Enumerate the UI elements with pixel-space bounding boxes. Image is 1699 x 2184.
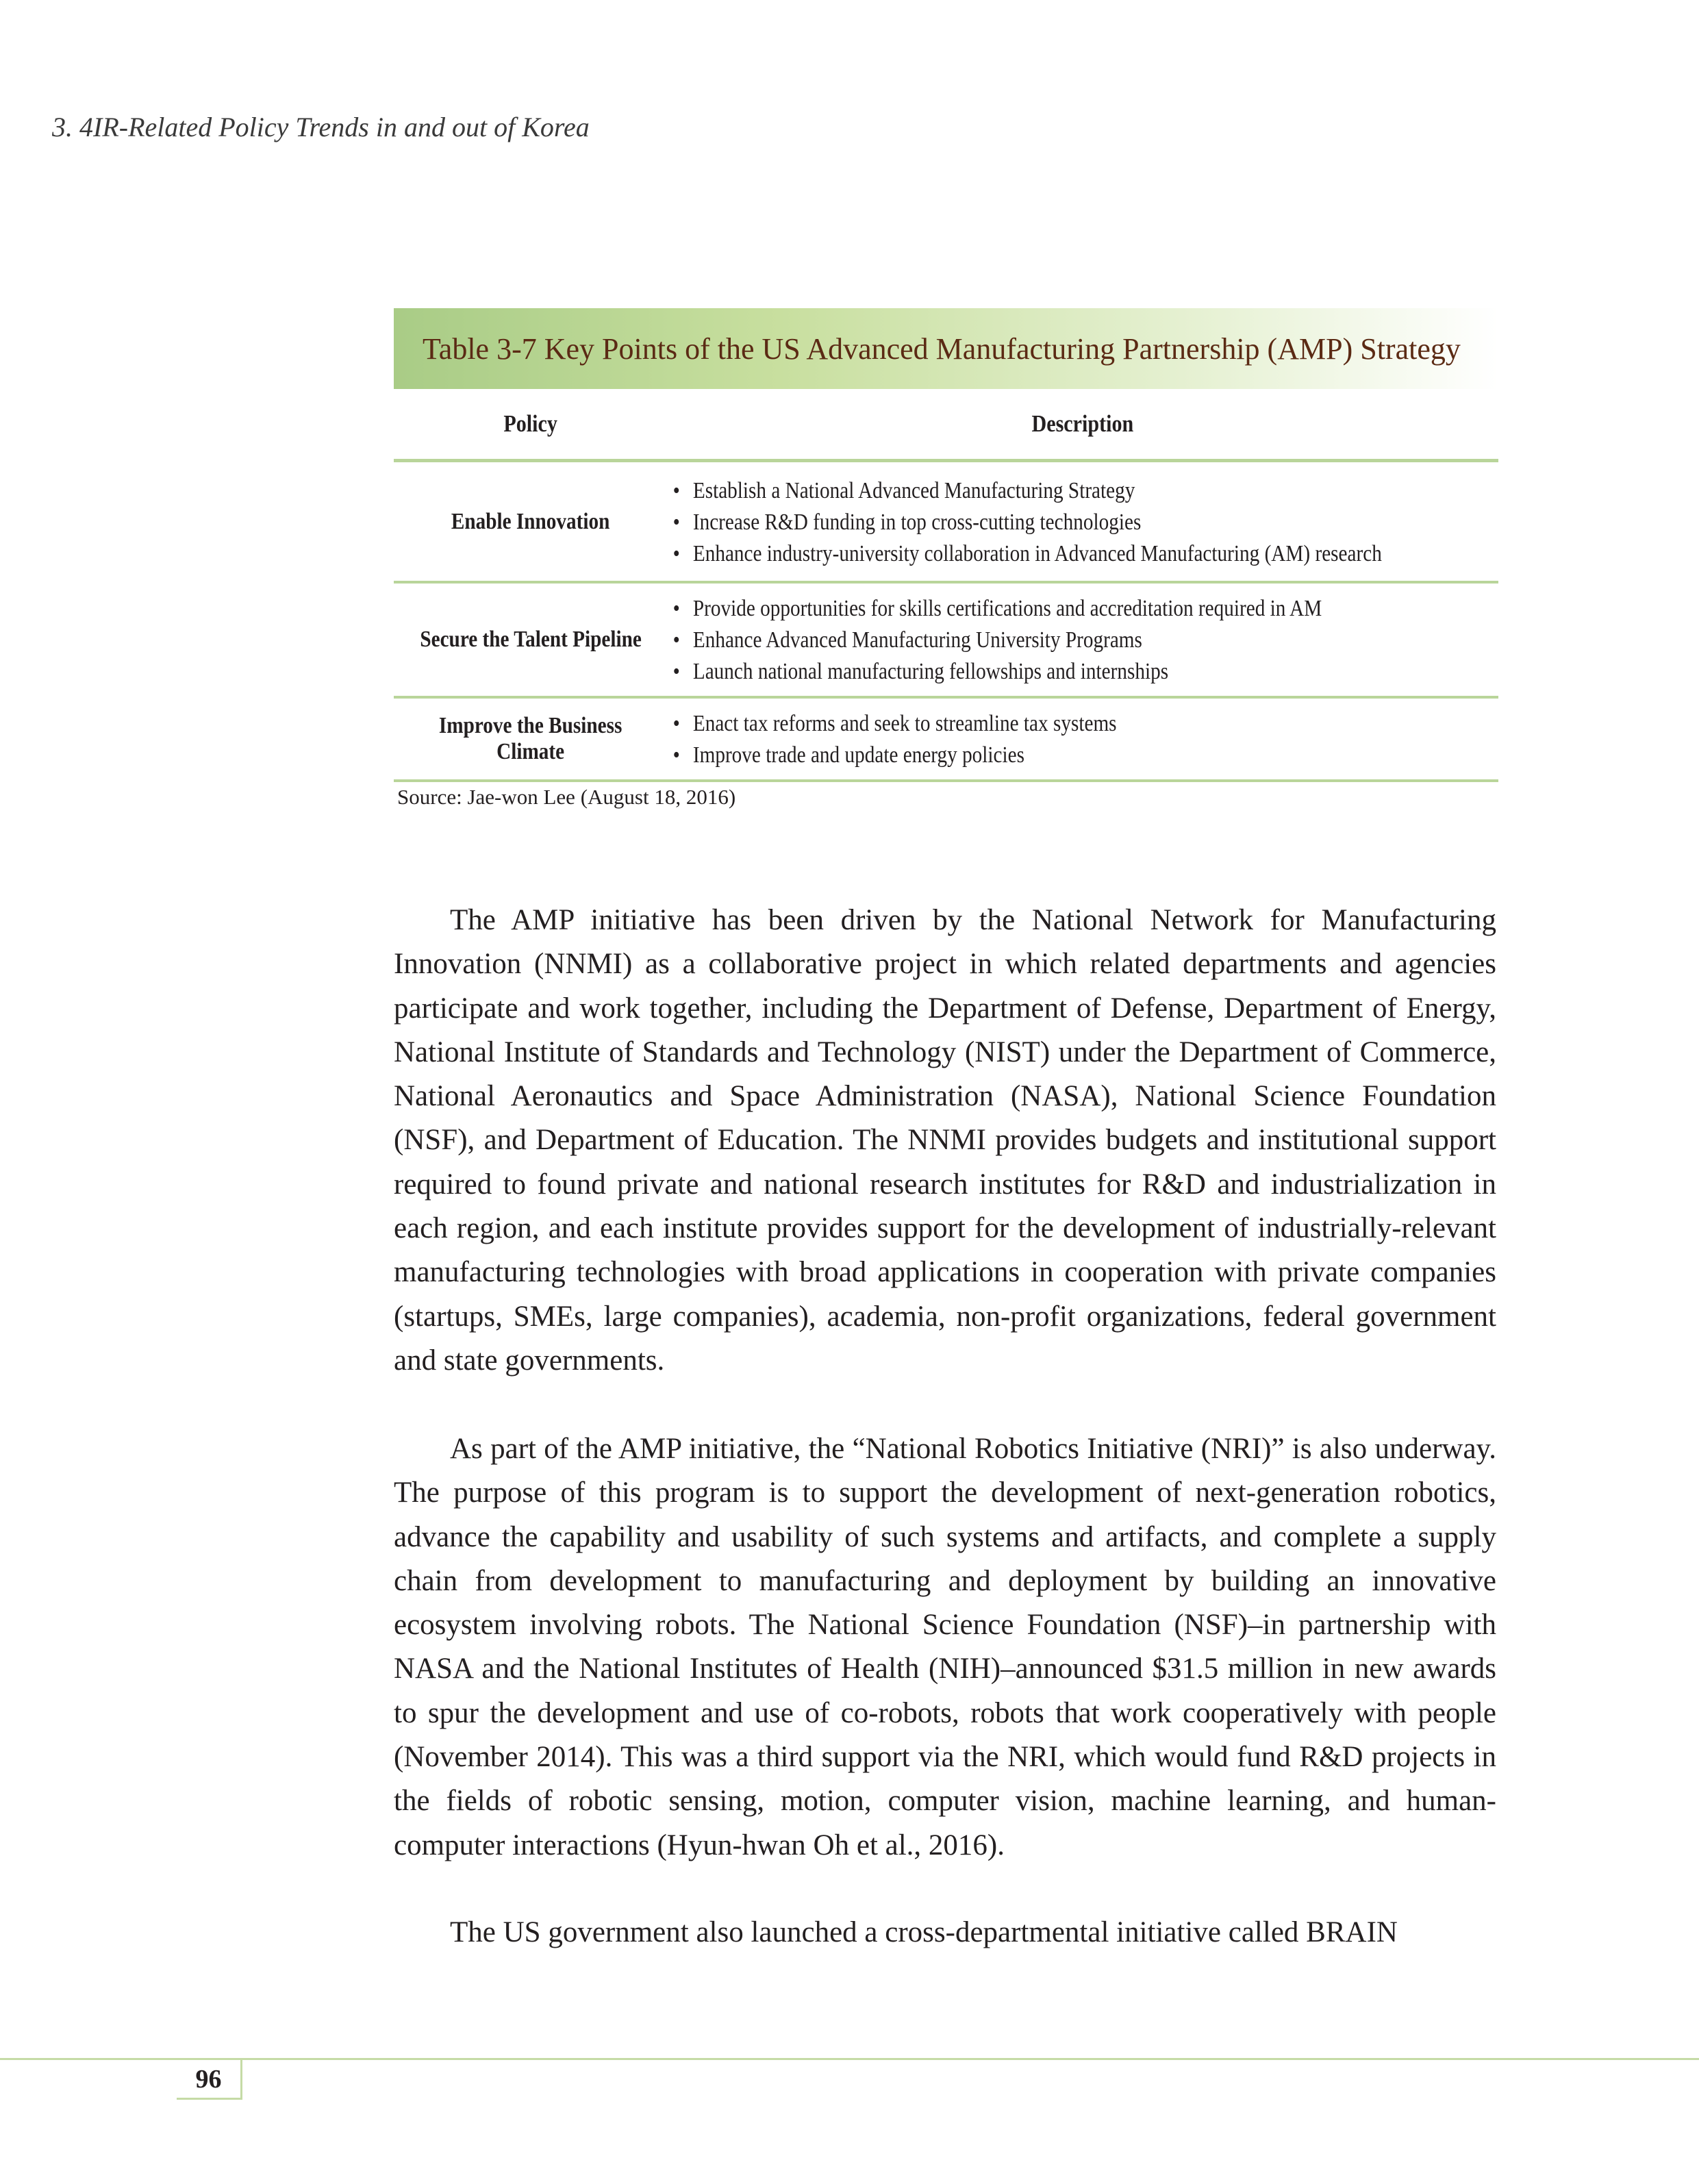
footer-divider [0,2058,1699,2060]
table-row [394,697,1498,781]
description-list [667,475,1498,570]
list-item: • Establish a National Advanced Manufacturing Strategy [667,475,1382,507]
column-header-description: Description [725,389,1440,461]
amp-strategy-table-block [394,308,1498,782]
running-header: 3. 4IR-Related Policy Trends in and out of Korea [52,112,590,142]
description-cell [667,461,1498,583]
list-item: • Enhance industry-university collaboration in Advanced Manufacturing (AM) research [667,538,1382,570]
policy-label: Secure the Talent Pipeline [419,627,642,652]
description-list [667,708,1498,771]
list-item: • Increase R&D funding in top cross-cutting technologies [667,507,1382,538]
list-item: • Improve trade and update energy policies [667,740,1382,771]
paragraph-text: The US government also launched a cross-departmental initiative called BRAIN [450,1916,1398,1948]
table-caption: Table 3-7 Key Points of the US Advanced Manufacturing Partnership (AMP) Strategy [394,308,1498,389]
body-paragraph [394,899,1496,1383]
list-item: • Provide opportunities for skills certifications and accreditation required in AM [667,593,1382,625]
policy-cell [394,461,667,583]
list-item: • Launch national manufacturing fellowships and internships [667,656,1382,688]
policy-label: Enable Innovation [451,508,610,534]
description-cell [667,582,1498,697]
paragraph-text: As part of the AMP initiative, the “National Robotics Initiative (NRI)” is also underway. The purpose of this program is to support the development of next-generation robotics, advance the capability and usability of such systems and artifacts, and complete a supply chain from development to manufacturing and deployment by building an innovative ecosystem involving robots. The National Science Foundation (NSF)–in partnership with NASA and the National Institutes of Health (NIH)–announced $31.5 million in new awards to spur the development and use of co-robots, robots that work cooperatively with people (November 2014). This was a third support via the NRI, which would fund R&D projects in the fields of robotic sensing, motion, computer vision, machine learning, and human-computer interactions (Hyun-hwan Oh et al., 2016). [394,1433,1496,1861]
policy-cell [394,697,667,781]
paragraph-text: The AMP initiative has been driven by the National Network for Manufacturing Innovation (NNMI) as a collaborative project in which related departments and agencies participate and work together, including the Department of Defense, Department of Energy, National Institute of Standards and Technology (NIST) under the Department of Commerce, National Aeronautics and Space Administration (NASA), National Science Foundation (NSF), and Department of Education. The NNMI provides budgets and institutional support required to found private and national research institutes for R&D and industrialization in each region, and each institute provides support for the development of industrially-relevant manufacturing technologies with broad applications in cooperation with private companies (startups, SMEs, large companies), academia, non-profit organizations, federal government and state governments. [394,904,1496,1377]
table-row [394,582,1498,697]
column-header-policy: Policy [413,389,648,461]
amp-strategy-table [394,389,1498,782]
table-source-note: Source: Jae-won Lee (August 18, 2016) [397,785,736,809]
body-paragraph [394,1427,1496,1868]
list-item: • Enhance Advanced Manufacturing University Programs [667,625,1382,656]
page-number: 96 [177,2060,242,2100]
body-paragraph [394,1911,1496,1955]
table-row [394,461,1498,583]
policy-label: Improve the Business Climate [438,713,622,764]
table-header-row [394,389,1498,461]
list-item: • Enact tax reforms and seek to streamline tax systems [667,708,1382,740]
description-cell [667,697,1498,781]
policy-cell [394,582,667,697]
description-list [667,593,1498,688]
